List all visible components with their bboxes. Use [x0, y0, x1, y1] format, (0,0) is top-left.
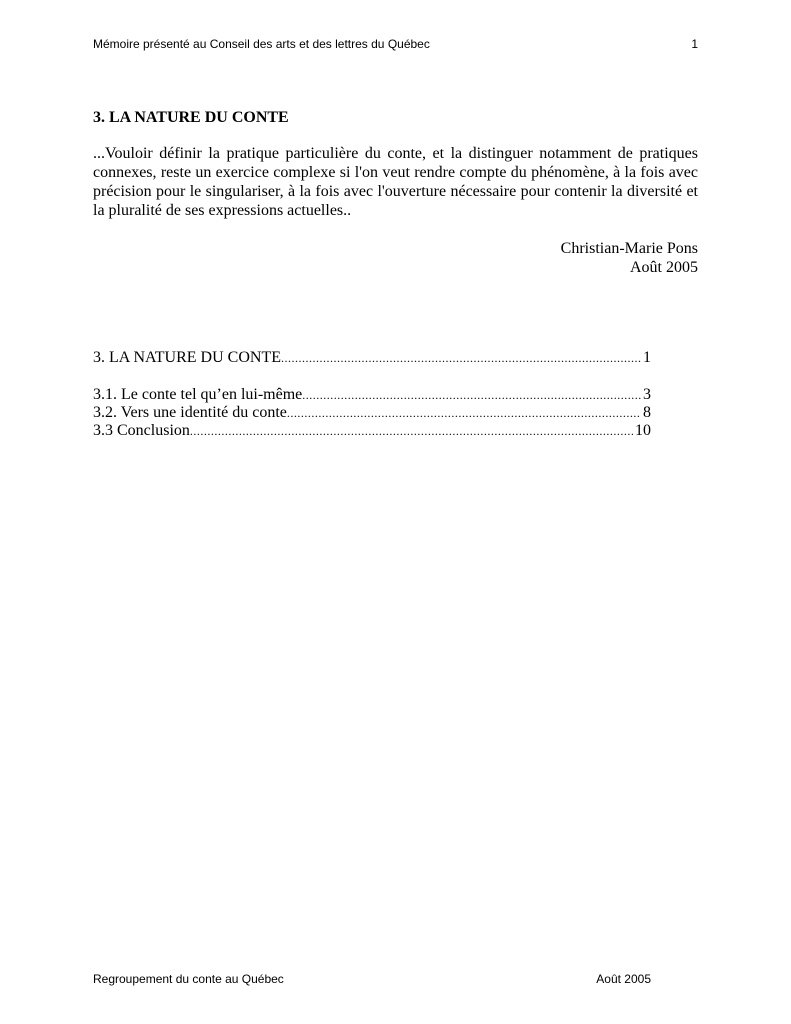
epigraph-quote: ...Vouloir définir la pratique particulière du conte, et la distinguer notamment de pratiques connexes, reste un exercice complexe si l'on veut rendre compte du phénomène, à la fois avec précision pour le singulariser, à la fois avec l'ouverture nécessaire pour contenir la diversité et la pluralité de ses expressions actuelles.. [93, 145, 698, 219]
toc-leader-dots [190, 422, 633, 440]
toc-entry-label: 3.1. Le conte tel qu’en lui-même [93, 386, 303, 403]
toc-entry-page: 1 [643, 349, 651, 366]
header-title: Mémoire présenté au Conseil des arts et des lettres du Québec [93, 37, 430, 51]
toc-leader-dots [287, 404, 641, 422]
toc-entry-3-3[interactable] [93, 422, 651, 440]
table-of-contents [93, 349, 651, 440]
page-header [93, 36, 698, 52]
toc-entry-3-1[interactable] [93, 386, 651, 404]
epigraph-author: Christian-Marie Pons [560, 240, 698, 257]
toc-entry-label: 3.2. Vers une identité du conte [93, 404, 287, 421]
toc-entry-page: 3 [643, 386, 651, 403]
header-page-number: 1 [691, 37, 698, 51]
toc-entry-page: 8 [643, 404, 651, 421]
epigraph-date: Août 2005 [630, 259, 698, 276]
toc-leader-dots [281, 349, 641, 367]
section-content [93, 108, 698, 277]
toc-entry-label: 3. LA NATURE DU CONTE [93, 349, 281, 366]
footer-organization: Regroupement du conte au Québec [93, 972, 284, 986]
footer-date: Août 2005 [596, 972, 651, 986]
toc-spacer [93, 367, 651, 386]
toc-entry-label: 3.3 Conclusion [93, 422, 190, 439]
section-title: 3. LA NATURE DU CONTE [93, 109, 289, 126]
epigraph-signature [93, 239, 698, 277]
page-footer [93, 971, 651, 987]
toc-leader-dots [302, 386, 641, 404]
toc-entry-page: 10 [635, 422, 651, 439]
toc-entry-main[interactable] [93, 349, 651, 367]
toc-entry-3-2[interactable] [93, 404, 651, 422]
